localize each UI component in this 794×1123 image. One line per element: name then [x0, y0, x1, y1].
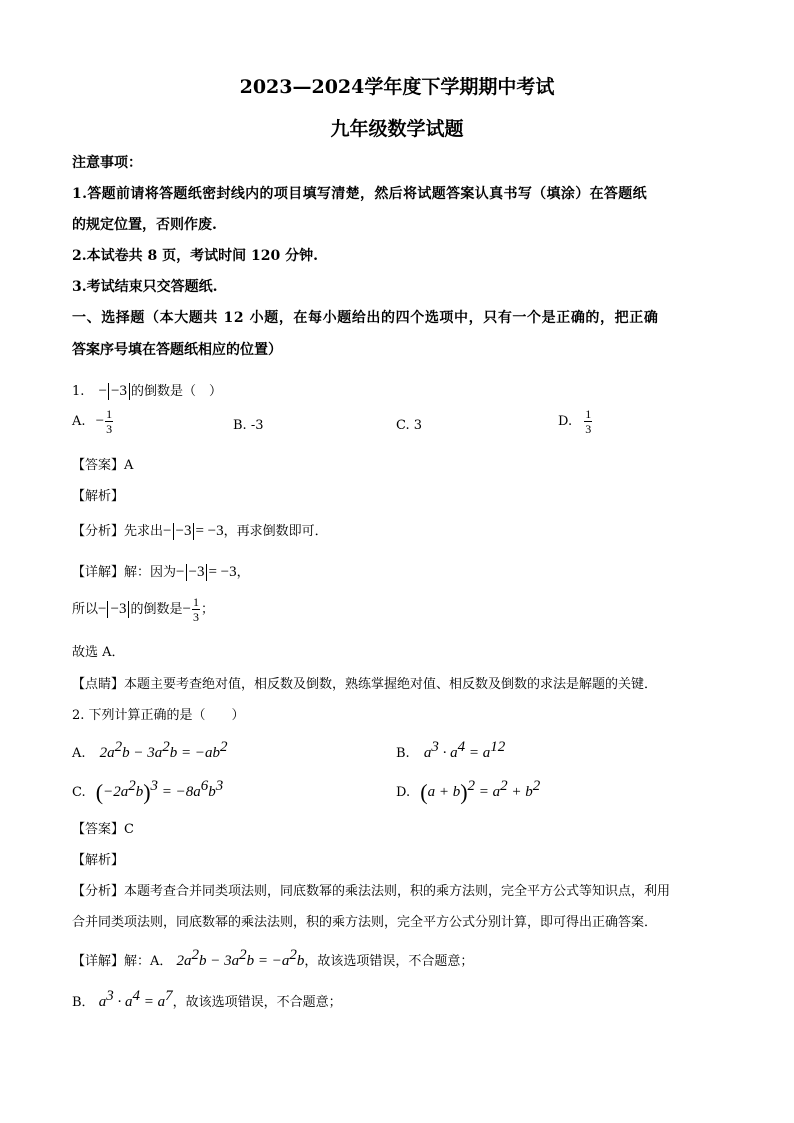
- q1-fenxi-expression: − −3 = −3: [163, 523, 224, 540]
- q1-xiangjie-expression: − −3 = −3: [176, 564, 237, 581]
- q2-fenxi-line-2: 合并同类项法则，同底数幂的乘法法则，积的乘方法则，完全平方公式分别计算，即可得出正确答案．: [72, 915, 658, 930]
- q2-option-c-label: C.: [72, 785, 86, 800]
- q1-analysis-tag: 【解析】: [72, 489, 125, 504]
- q2-fenxi-tag: 【分析】: [72, 884, 125, 899]
- section-1-line-2: 答案序号填在答题纸相应的位置）: [72, 342, 282, 358]
- q1-option-d-fraction: $\frac{1}{3}$: [585, 407, 592, 436]
- q2-detail-b-expression: $a^3 \cdot a^4 = a^7$: [98, 988, 173, 1010]
- q1-xiangjie-tag: 【详解】: [72, 565, 125, 580]
- notes-item-1-line-2: 的规定位置，否则作废.: [72, 217, 217, 233]
- q1-option-d: [558, 408, 593, 435]
- q2-detail-b-label: B．: [72, 995, 95, 1010]
- q2-option-d-expression: $(a + b)^2 = a^2 + b^2$: [420, 778, 541, 805]
- q1-suoyi-fraction: $\frac{1}{3}$: [192, 595, 199, 624]
- section-1-line-1: 一、选择题（本大题共 12 小题，在每小题给出的四个选项中，只有一个是正确的，把正确: [72, 310, 659, 326]
- q2-option-a-expression: $2a^2b - 3a^2b = -ab^2$: [99, 739, 228, 761]
- q2-option-a-label: A.: [72, 746, 86, 761]
- q2-answer-tag: 【答案】: [72, 822, 125, 837]
- q1-answer-tag: 【答案】: [72, 458, 125, 473]
- notes-item-2: 2.本试卷共 8 页，考试时间 120 分钟.: [72, 248, 318, 264]
- q2-answer: [72, 818, 134, 837]
- q2-option-d: [396, 778, 540, 806]
- notes-heading: 注意事项：: [72, 155, 142, 171]
- exam-title: 2023—2024学年度下学期期中考试: [239, 76, 555, 98]
- q1-option-d-label: D.: [558, 414, 573, 429]
- q1-xiangjie: 【详解】解：因为− −3 = −3，: [72, 564, 250, 581]
- q1-option-a-fraction: $\frac{1}{3}$: [106, 407, 113, 436]
- q2-fenxi-line-1: 【分析】本题考查合并同类项法则，同底数幂的乘法法则，积的乘方法则，完全平方公式等知识点，利用: [72, 884, 671, 899]
- q1-answer: [72, 454, 133, 473]
- notes-item-3: 3.考试结束只交答题纸.: [72, 279, 218, 295]
- q1-suoyi: 所以− −3 的倒数是− $\frac{1}{3}$ ；: [72, 595, 214, 624]
- q1-dianjing-tag: 【点睛】: [72, 677, 125, 692]
- q2-option-b: [396, 739, 505, 762]
- q1-fenxi: 【分析】先求出− −3 = −3，再求倒数即可．: [72, 523, 328, 540]
- q2-analysis-tag: 【解析】: [72, 853, 125, 868]
- q2-option-d-label: D.: [396, 785, 411, 800]
- q1-stem: [72, 380, 222, 400]
- q1-suoyi-expression: − −3: [98, 601, 130, 617]
- notes-item-1-line-1: 1.答题前请将答题纸密封线内的项目填写清楚，然后将试题答案认真书写（填涂）在答题纸: [72, 186, 647, 202]
- q1-expression: − −3: [99, 383, 131, 399]
- q1-option-a-label: A.: [72, 414, 86, 429]
- q2-option-c-expression: $(-2a^2b)^3 = -8a^6b^3$: [95, 778, 224, 805]
- q2-option-a: [72, 739, 228, 762]
- q2-xiangjie: 【详解】解：A． $2a^2b - 3a^2b = -a^2b$，故该选项错误，不合题意；: [72, 947, 474, 969]
- q1-option-a: A. − $\frac{1}{3}$: [72, 407, 113, 436]
- q1-fenxi-tag: 【分析】: [72, 524, 125, 539]
- q2-option-b-label: B.: [396, 746, 410, 761]
- q2-option-b-expression: $a^3 \cdot a^4 = a^{12}$: [423, 739, 506, 761]
- q1-number: 1.: [72, 384, 85, 399]
- q2-stem: 2. 下列计算正确的是（ ）: [72, 708, 245, 723]
- q1-guxuan: 故选 A．: [72, 645, 125, 660]
- q2-detail-b: B． $a^3 \cdot a^4 = a^7$，故该选项错误，不合题意；: [72, 988, 342, 1010]
- q1-answer-value: A: [124, 458, 134, 473]
- q1-dianjing: 【点睛】本题主要考查绝对值，相反数及倒数，熟练掌握绝对值、相反数及倒数的求法是解题的关键．: [72, 677, 658, 692]
- q1-option-c: C. 3: [396, 418, 423, 433]
- q1-stem-tail: 的倒数是（ ）: [130, 384, 222, 399]
- exam-subtitle: 九年级数学试题: [330, 118, 464, 140]
- q2-option-c: [72, 778, 223, 806]
- q2-answer-value: C: [124, 822, 134, 837]
- q2-xiangjie-tag: 【详解】: [72, 954, 125, 969]
- q2-xiangjie-expression: $2a^2b - 3a^2b = -a^2b$: [176, 947, 305, 969]
- q1-option-b: B. -3: [233, 418, 264, 433]
